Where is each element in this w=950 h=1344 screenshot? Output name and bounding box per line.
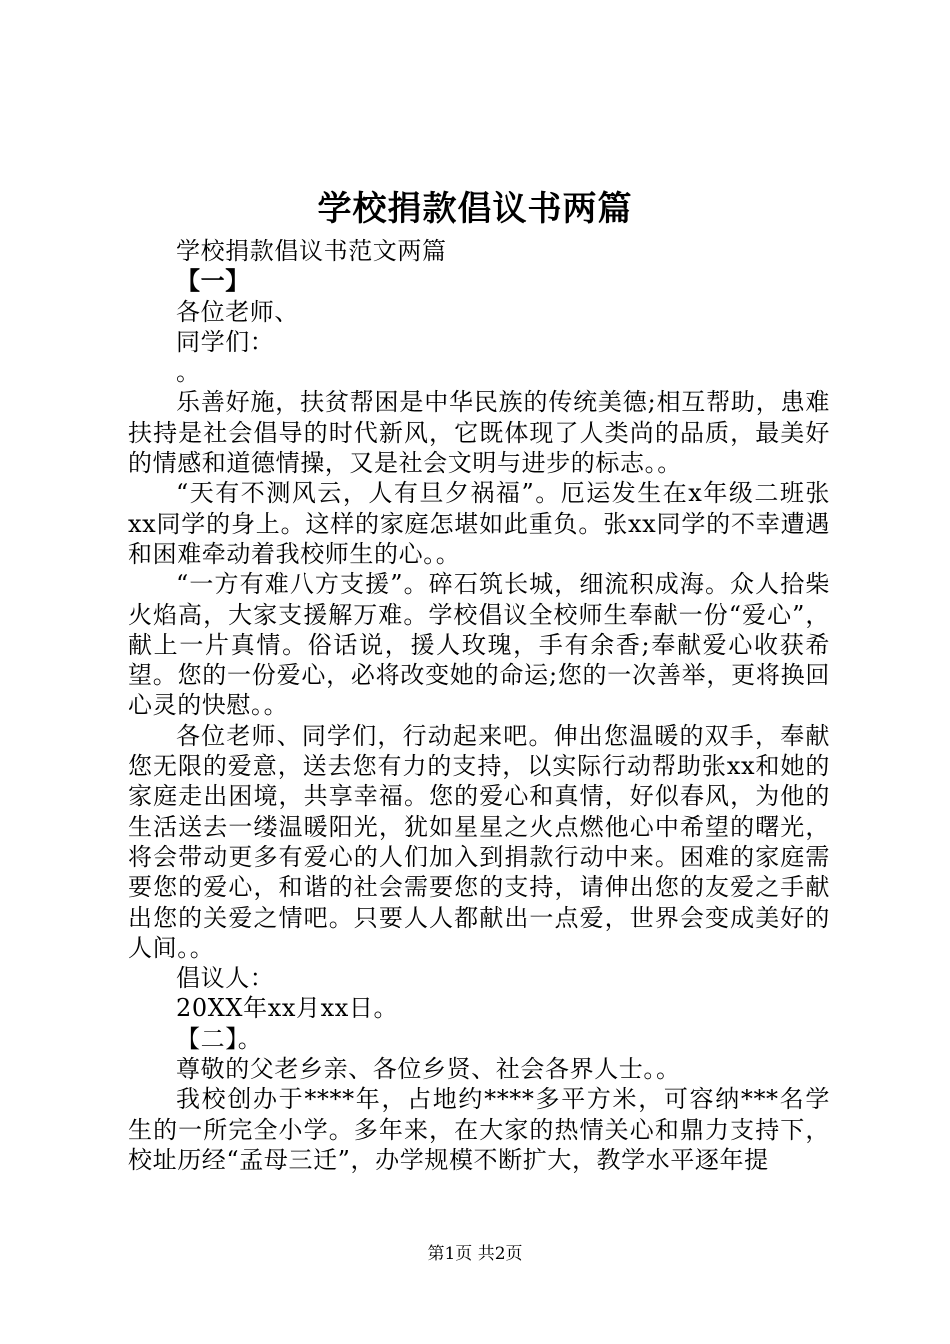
body-paragraph: 各位老师、同学们，行动起来吧。伸出您温暖的双手，奉献您无限的爱意，送去您有力的支持，以实际行动帮助张xx和她的家庭走出困境，共享幸福。您的爱心和真情，好似春风，为他的生活送去一缕温暖阳光，犹如星星之火点燃他心中希望的曙光，将会带动更多有爱心的人们加入到捐款行动中来。困难的家庭需要您的爱心，和谐的社会需要您的支持，请伸出您的友爱之手献出您的关爱之情吧。只要人人都献出一点爱，世界会变成美好的人间。。 — [128, 721, 830, 962]
page-footer: 第1页 共2页 — [427, 1244, 523, 1264]
document-body — [128, 236, 830, 1175]
document-title: 学校捐款倡议书两篇 — [317, 189, 633, 229]
body-paragraph: 我校创办于****年，占地约****多平方米，可容纳***名学生的一所完全小学。多年来，在大家的热情关心和鼎力支持下，校址历经“孟母三迁”，办学规模不断扩大，教学水平逐年提 — [128, 1085, 830, 1174]
date-line: 20XX年xx月xx日。 — [176, 994, 399, 1023]
separator-paragraph: 。 — [176, 358, 201, 387]
subtitle-paragraph: 学校捐款倡议书范文两篇 — [176, 237, 447, 265]
body-paragraph: “天有不测风云，人有旦夕祸福”。厄运发生在x年级二班张xx同学的身上。这样的家庭怎堪如此重负。张xx同学的不幸遭遇和困难牵动着我校师生的心。。 — [128, 479, 830, 568]
signature-label: 倡议人： — [176, 964, 275, 993]
body-paragraph: 乐善好施，扶贫帮困是中华民族的传统美德;相互帮助，患难扶持是社会倡导的时代新风，它既体现了人类尚的品质，最美好的情感和道德情操，又是社会文明与进步的标志。。 — [128, 388, 830, 478]
salutation-line-2: 同学们： — [176, 327, 275, 356]
section-two-heading: 【二】。 — [176, 1024, 263, 1053]
section-one-heading: 【一】 — [176, 266, 250, 296]
salutation-line-1: 各位老师、 — [176, 297, 299, 326]
body-paragraph: “一方有难八方支援”。碎石筑长城，细流积成海。众人拾柴火焰高，大家支援解万难。学校倡议全校师生奉献一份“爱心”，献上一片真情。俗话说，援人玫瑰，手有余香;奉献爱心收获希望。您的一份爱心，必将改变她的命运;您的一次善举，更将换回心灵的快慰。。 — [128, 570, 830, 720]
salutation-line-3: 尊敬的父老乡亲、各位乡贤、社会各界人士。。 — [176, 1055, 681, 1084]
